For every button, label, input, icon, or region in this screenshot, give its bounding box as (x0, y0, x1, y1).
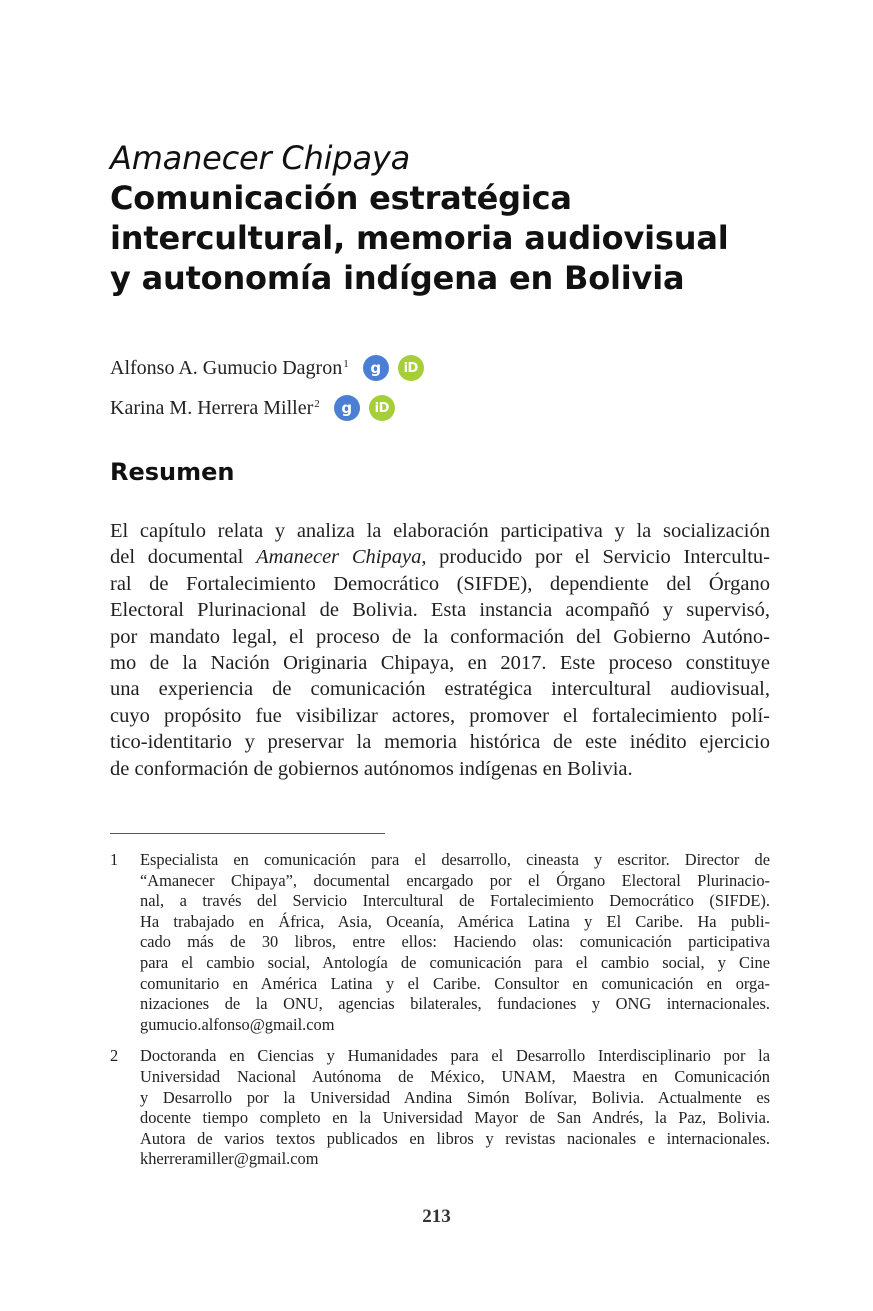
text-run: cuyo propósito fue visibilizar actores, promover el fortalecimiento polí- (110, 704, 770, 727)
author-list (110, 348, 710, 428)
author-name: Karina M. Herrera Miller (110, 396, 314, 419)
footnote-line: cado más de 30 libros, entre ellos: Haciendo olas: comunicación participativa (140, 932, 770, 952)
footnote-divider (110, 833, 385, 834)
abstract-line (110, 729, 770, 755)
text-run: tico-identitario y preservar la memoria histórica de este inédito ejercicio (110, 731, 770, 754)
title-line: intercultural, memoria audiovisual (110, 219, 729, 257)
footnote-line: comunitario en América Latina y el Caribe. Consultor en comunicación en orga- (140, 973, 770, 993)
abstract-line (110, 756, 770, 782)
footnotes (110, 850, 770, 1170)
footnote-line: Ha trabajado en África, Asia, Oceanía, América Latina y El Caribe. Ha publi- (140, 911, 770, 931)
abstract-line (110, 703, 770, 729)
text-run: de conformación de gobiernos autónomos indígenas en Bolivia. (110, 757, 633, 780)
author-footnote-marker: 1 (343, 358, 349, 370)
abstract-paragraph (110, 518, 770, 782)
footnote-number: 1 (110, 850, 119, 869)
title-italic-line: Amanecer Chipaya (110, 139, 411, 177)
abstract-line (110, 597, 770, 623)
page-number: 213 (422, 1206, 451, 1227)
title-line: Comunicación estratégica (110, 179, 572, 217)
footnote-line: Doctoranda en Ciencias y Humanidades para el Desarrollo Interdisciplinario por la (140, 1046, 770, 1066)
text-run: mo de la Nación Originaria Chipaya, en 2017. Este proceso constituye (110, 652, 770, 675)
abstract-heading: Resumen (110, 458, 235, 486)
author-footnote-marker: 2 (314, 398, 320, 410)
footnote-1 (110, 850, 770, 1035)
author-entry (110, 348, 710, 388)
abstract-line (110, 650, 770, 676)
footnote-text (140, 1046, 770, 1170)
author-email-link[interactable]: kherreramiller@gmail.com (140, 1149, 319, 1169)
footnote-line: docente tiempo completo en la Universidad Mayor de San Andrés, la Paz, Bolivia. (140, 1108, 770, 1128)
footnote-line: Autora de varios textos publicados en libros y revistas nacionales e internacionales. (140, 1128, 770, 1148)
google-scholar-icon[interactable]: g (363, 355, 389, 381)
footnote-line: nal, a través del Servicio Intercultural de Fortalecimiento Democrático (SIFDE). (140, 891, 770, 911)
abstract-line (110, 624, 770, 650)
footnote-line: y Desarrollo por la Universidad Andina Simón Bolívar, Bolivia. Actualmente es (140, 1087, 770, 1107)
text-run: El capítulo relata y analiza la elaboración participativa y la socialización (110, 520, 770, 542)
title-line: y autonomía indígena en Bolivia (110, 259, 685, 297)
footnote-text (140, 850, 770, 1035)
abstract-line (110, 571, 770, 597)
chapter-title (110, 138, 790, 298)
author-email-link[interactable]: gumucio.alfonso@gmail.com (140, 1014, 335, 1034)
footnote-number: 2 (110, 1046, 119, 1066)
author-entry (110, 388, 710, 428)
orcid-icon[interactable]: iD (369, 395, 395, 421)
film-title-italic: Amanecer Chipaya (256, 546, 422, 569)
text-run: por mandato legal, el proceso de la conformación del Gobierno Autóno- (110, 625, 770, 648)
text-run: Electoral Plurinacional de Bolivia. Esta instancia acompañó y supervisó, (110, 599, 770, 622)
abstract-line (110, 518, 770, 544)
author-name: Alfonso A. Gumucio Dagron (110, 356, 343, 379)
footnote-line: Universidad Nacional Autónoma de México, UNAM, Maestra en Comunicación (140, 1066, 770, 1086)
footnote-2 (110, 1046, 770, 1170)
abstract-line (110, 676, 770, 702)
orcid-icon[interactable]: iD (398, 355, 424, 381)
google-scholar-icon[interactable]: g (334, 395, 360, 421)
footnote-line: nizaciones de la ONU, agencias bilaterales, fundaciones y ONG internacionales. (140, 994, 770, 1014)
text-run: , producido por el Servicio Intercultu- (421, 546, 770, 569)
text-run: del documental (110, 546, 257, 569)
text-run: ral de Fortalecimiento Democrático (SIFDE), dependiente del Órgano (110, 572, 770, 595)
text-run: una experiencia de comunicación estratégica intercultural audiovisual, (110, 678, 770, 701)
footnote-line: para el cambio social, Antología de comunicación para el cambio social, y Cine (140, 952, 770, 972)
footnote-line: “Amanecer Chipaya”, documental encargado por el Órgano Electoral Plurinacio- (140, 870, 770, 890)
footnote-line: Especialista en comunicación para el desarrollo, cineasta y escritor. Director de (140, 850, 770, 869)
abstract-line (110, 544, 770, 570)
